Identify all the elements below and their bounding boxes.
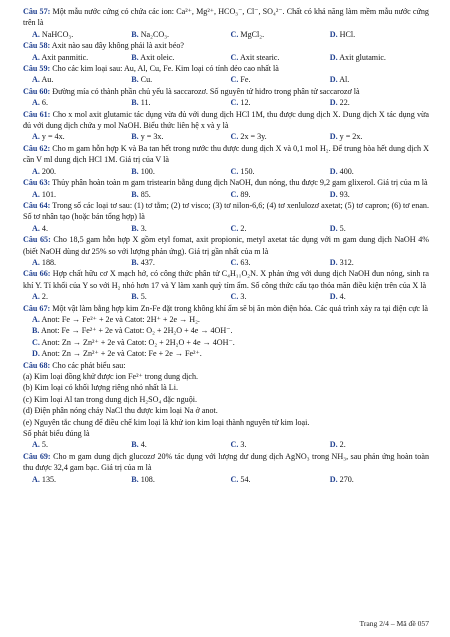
question-number: Câu 57: (23, 7, 51, 16)
question-block (23, 143, 429, 177)
answer-options (32, 97, 429, 108)
question-block (23, 6, 429, 40)
option-letter: A. (32, 257, 40, 267)
option-letter: A. (32, 52, 40, 62)
option-letter: D. (329, 223, 338, 233)
question-number: Câu 63: (23, 178, 51, 188)
question-stem (23, 177, 429, 188)
answer-options (32, 291, 429, 302)
option-text: NaHCO₃. (39, 29, 74, 39)
option-text: 312. (337, 257, 354, 267)
question-number: Câu 64: (23, 200, 51, 210)
option-letter: B. (131, 132, 139, 142)
option-text: 12. (238, 98, 251, 108)
answer-options (32, 29, 429, 40)
answer-option (32, 166, 131, 177)
option-text: 3. (238, 440, 247, 450)
option-letter: D. (329, 292, 338, 302)
option-text: 63. (238, 257, 251, 267)
option-text: y = 4x. (39, 132, 65, 142)
option-text: 4. (39, 223, 48, 233)
option-letter: D. (329, 474, 338, 484)
option-text: 89. (238, 189, 251, 199)
option-letter: D. (32, 349, 40, 359)
answer-option (330, 257, 429, 268)
answer-options (32, 439, 429, 450)
option-text: 93. (337, 189, 350, 199)
option-text: 11. (138, 98, 151, 108)
question-block (23, 63, 429, 86)
question-text: Cho m gam hỗn hợp K và Ba tan hết trong nước thu được dung dịch X và 0,1 mol H₂. Để trung hòa hết dung dịch X cần V ml dung dịch HCl 1M. Giá trị của V là (23, 143, 429, 165)
answer-option (32, 337, 429, 348)
option-letter: A. (32, 440, 40, 450)
question-block (23, 109, 429, 143)
answer-options (32, 474, 429, 485)
statement: (e) Nguyên tắc chung để điều chế kim loại là khử ion kim loại thành nguyên tử kim loại. (23, 417, 310, 427)
option-text: Axit stearic. (238, 52, 280, 62)
answer-option (231, 189, 330, 200)
answer-option (131, 439, 230, 450)
question-number: Câu 61: (23, 109, 51, 119)
answer-option (330, 223, 429, 234)
option-text: 100. (138, 166, 155, 176)
option-text: Au. (39, 75, 54, 85)
option-letter: A. (32, 166, 40, 176)
answer-option (330, 74, 429, 85)
option-text: Fe. (238, 75, 251, 85)
answer-option (231, 131, 330, 142)
option-letter: C. (32, 337, 40, 347)
question-block (23, 268, 429, 302)
option-letter: D. (329, 440, 338, 450)
option-letter: D. (329, 132, 338, 142)
option-letter: A. (32, 98, 40, 108)
answer-option (32, 74, 131, 85)
answer-option (131, 131, 230, 142)
answer-option (330, 29, 429, 40)
option-letter: C. (230, 474, 239, 484)
question-text: Cho 18,5 gam hỗn hợp X gồm etyl fomat, axit propionic, metyl axetat tác dụng với m gam dung dịch NaOH 4% (biết NaOH dùng dư 25% so với lượng phản ứng). Giá trị gần nhất của m là (23, 235, 429, 256)
answer-option (131, 166, 230, 177)
answer-option (131, 474, 230, 485)
question-stem (23, 109, 429, 132)
answer-option (32, 97, 131, 108)
option-text: Anot: Zn → Zn²⁺ + 2e và Catot: O₂ + 2H₂O + 4e → 4OH⁻. (39, 337, 235, 347)
answer-option (231, 257, 330, 268)
answer-option (32, 474, 131, 485)
answer-options (23, 314, 429, 360)
option-letter: A. (32, 292, 40, 302)
option-text: 101. (39, 189, 57, 199)
option-letter: C. (230, 132, 239, 142)
option-letter: B. (131, 52, 139, 62)
option-text: Cu. (138, 75, 153, 85)
statement: (d) Điện phân nóng chảy NaCl thu được kim loại Na ở anot. (23, 406, 218, 416)
option-text: 54. (238, 474, 251, 484)
answer-option (32, 314, 429, 325)
answer-option (330, 291, 429, 302)
option-letter: D. (329, 98, 338, 108)
answer-option (32, 223, 131, 234)
option-letter: C. (230, 223, 239, 233)
question-text: Cho các phát biểu sau: (50, 360, 126, 370)
option-letter: B. (131, 292, 139, 302)
option-letter: A. (32, 474, 40, 484)
answer-options (32, 52, 429, 63)
answer-option (231, 74, 330, 85)
option-letter: A. (32, 314, 40, 324)
answer-option (131, 97, 230, 108)
answer-option (231, 291, 330, 302)
option-text: 85. (138, 189, 151, 199)
option-letter: D. (329, 257, 338, 267)
question-number: Câu 67: (23, 303, 51, 313)
answer-options (32, 166, 429, 177)
answer-option (131, 291, 230, 302)
option-letter: A. (32, 29, 40, 39)
option-text: 4. (138, 440, 147, 450)
option-text: Anot: Fe → Fe²⁺ + 2e và Catot: O₂ + 2H₂O + 4e → 4OH⁻. (39, 326, 233, 336)
answer-option (231, 52, 330, 63)
option-text: 2x = 3y. (238, 132, 267, 142)
question-text: Cho m gam dung dịch glucozơ 20% tác dụng với lượng dư dung dịch AgNO₃ trong NH₃, sau phản ứng hoàn toàn thu được 32,4 gam bạc. Giá trị của m là (23, 451, 429, 473)
question-stem (23, 86, 429, 97)
question-block (23, 234, 429, 268)
answer-option (231, 29, 330, 40)
question-block (23, 200, 429, 234)
option-letter: B. (131, 474, 139, 484)
option-text: Axit glutamic. (337, 52, 386, 62)
option-text: MgCl₂. (238, 29, 265, 39)
page-footer: Trang 2/4 – Mã đề 057 (359, 619, 429, 628)
answer-option (32, 439, 131, 450)
option-text: 270. (337, 474, 354, 484)
question-text: Hợp chất hữu cơ X mạch hở, có công thức phân tử C₄H₁₁O₂N. X phản ứng với dung dịch NaOH đun nóng, sinh ra khí Y. Tỉ khối của Y so với H₂ nhỏ hơn 17 và Y làm xanh quỳ tím ẩm. Số công thức cấu tạo thỏa mãn điều kiện trên của X là (23, 269, 429, 290)
question-number: Câu 58: (23, 41, 51, 51)
option-text: 2. (238, 223, 247, 233)
answer-option (32, 257, 131, 268)
answer-option (330, 131, 429, 142)
answer-options (32, 257, 429, 268)
answer-options (32, 189, 429, 200)
question-stem (23, 6, 429, 29)
option-text: Na₂CO₃. (138, 29, 170, 39)
question-stem (23, 143, 429, 166)
option-text: Anot: Fe → Fe²⁺ + 2e và Catot: 2H⁺ + 2e → H₂. (39, 314, 200, 324)
answer-option (330, 166, 429, 177)
question-block (23, 303, 429, 360)
option-letter: B. (131, 223, 139, 233)
option-text: 150. (238, 166, 255, 176)
option-letter: D. (329, 189, 338, 199)
option-letter: C. (230, 257, 239, 267)
option-letter: B. (131, 189, 139, 199)
option-text: 2. (39, 292, 48, 302)
answer-option (131, 29, 230, 40)
option-letter: C. (230, 75, 239, 85)
answer-options (32, 131, 429, 142)
option-letter: C. (230, 166, 239, 176)
question-stem (23, 40, 429, 51)
option-letter: A. (32, 189, 40, 199)
answer-option (231, 474, 330, 485)
answer-option (131, 223, 230, 234)
answer-option (330, 474, 429, 485)
question-number: Câu 66: (23, 269, 51, 279)
option-letter: B. (131, 98, 139, 108)
option-text: Anot: Zn → Zn²⁺ + 2e và Catot: Fe + 2e → Fe²⁺. (39, 349, 202, 359)
option-letter: D. (329, 75, 338, 85)
option-letter: C. (230, 98, 239, 108)
option-text: 200. (39, 166, 57, 176)
question-stem (23, 303, 429, 314)
option-letter: A. (32, 223, 40, 233)
question-block (23, 360, 429, 451)
option-text: 6. (39, 98, 48, 108)
question-stem (23, 360, 429, 371)
statement: Số phát biểu đúng là (23, 429, 90, 439)
answer-options (32, 223, 429, 234)
question-stem (23, 451, 429, 474)
answer-option (330, 97, 429, 108)
question-text: Một vật làm bằng hợp kim Zn-Fe đặt trong không khí ẩm sẽ bị ăn mòn điện hóa. Các quá trình xảy ra tại điện cực là (50, 303, 428, 313)
option-letter: B. (131, 440, 139, 450)
option-text: 3. (138, 223, 147, 233)
option-letter: C. (230, 29, 239, 39)
answer-options (32, 74, 429, 85)
option-letter: D. (329, 29, 338, 39)
option-text: 5. (39, 440, 48, 450)
option-letter: C. (230, 52, 239, 62)
answer-option (330, 52, 429, 63)
option-text: 188. (39, 257, 57, 267)
option-letter: A. (32, 132, 40, 142)
answer-option (330, 189, 429, 200)
answer-option (32, 348, 429, 359)
answer-option (131, 52, 230, 63)
answer-option (131, 74, 230, 85)
question-number: Câu 60: (23, 86, 51, 96)
option-letter: B. (131, 29, 139, 39)
statement: (a) Kim loại đồng khử được ion Fe²⁺ trong dung dịch. (23, 372, 199, 381)
option-text: 3. (238, 292, 247, 302)
question-block (23, 40, 429, 63)
question-text: Một mẫu nước cứng có chứa các ion: Ca²⁺, Mg²⁺, HCO₃⁻, Cl⁻, SO₄²⁻. Chất có khả năng làm mềm mẫu nước cứng trên là (23, 7, 429, 28)
answer-option (32, 131, 131, 142)
option-text: 22. (337, 98, 350, 108)
question-number: Câu 65: (23, 235, 51, 245)
question-stem (23, 234, 429, 257)
question-stem (23, 200, 429, 223)
answer-option (231, 439, 330, 450)
option-text: Axit panmitic. (39, 52, 89, 62)
question-stem (23, 268, 429, 291)
option-text: Al. (337, 75, 350, 85)
option-text: 4. (337, 292, 346, 302)
answer-option (32, 29, 131, 40)
question-number: Câu 62: (23, 143, 51, 153)
question-text: Thủy phân hoàn toàn m gam tristearin bằng dung dịch NaOH, đun nóng, thu được 9,2 gam glixerol. Giá trị của m là (50, 178, 428, 188)
statement: (b) Kim loại có khối lượng riêng nhỏ nhất là Li. (23, 383, 178, 393)
option-letter: A. (32, 75, 40, 85)
option-text: 5. (138, 292, 147, 302)
question-text: Cho x mol axit glutamic tác dụng vừa đủ với dung dịch HCl 1M, thu được dung dịch X. Dung dịch X tác dụng vừa đủ với dung dịch chứa y mol NaOH. Biểu thức liên hệ x và y là (23, 109, 429, 131)
option-text: 2. (337, 440, 346, 450)
question-block (23, 177, 429, 200)
option-letter: C. (230, 292, 239, 302)
question-text: Cho các kim loại sau: Au, Al, Cu, Fe. Kim loại có tính dẻo cao nhất là (50, 64, 279, 74)
answer-option (32, 291, 131, 302)
answer-option (131, 257, 230, 268)
answer-option (32, 52, 131, 63)
option-text: 5. (337, 223, 346, 233)
answer-option (231, 166, 330, 177)
option-text: y = 2x. (337, 132, 363, 142)
option-text: 135. (39, 474, 57, 484)
option-text: HCl. (337, 29, 356, 39)
answer-option (131, 189, 230, 200)
question-number: Câu 59: (23, 64, 51, 74)
answer-option (231, 97, 330, 108)
option-text: 400. (337, 166, 354, 176)
option-letter: C. (230, 440, 239, 450)
answer-option (32, 325, 429, 336)
statement: (c) Kim loại Al tan trong dung dịch H₂SO₄ đặc nguội. (23, 394, 198, 404)
question-text: Đường mía có thành phần chủ yếu là saccarozơ. Số nguyên tử hiđro trong phân tử saccarozơ là (50, 86, 360, 96)
option-letter: B. (131, 166, 139, 176)
option-letter: B. (32, 326, 40, 336)
question-text: Axit nào sau đây không phải là axit béo? (50, 41, 184, 51)
question-number: Câu 68: (23, 360, 51, 370)
option-letter: C. (230, 189, 239, 199)
question-number: Câu 69: (23, 451, 51, 461)
option-letter: D. (329, 166, 338, 176)
option-text: 437. (138, 257, 155, 267)
option-letter: B. (131, 257, 139, 267)
question-block (23, 86, 429, 109)
answer-option (32, 189, 131, 200)
question-block (23, 451, 429, 485)
option-text: Axit oleic. (138, 52, 175, 62)
question-stem (23, 63, 429, 74)
answer-option (330, 439, 429, 450)
option-letter: B. (131, 75, 139, 85)
answer-option (231, 223, 330, 234)
option-text: 108. (138, 474, 155, 484)
exam-page (23, 6, 429, 485)
option-letter: D. (329, 52, 338, 62)
question-text: Trong số các loại tơ sau: (1) tơ tằm; (2) tơ visco; (3) tơ nilon-6,6; (4) tơ xenlulozơ axetat; (5) tơ capron; (6) tơ enan. Số tơ nhân tạo (hoặc bán tổng hợp) là (23, 200, 429, 222)
option-text: y = 3x. (138, 132, 164, 142)
